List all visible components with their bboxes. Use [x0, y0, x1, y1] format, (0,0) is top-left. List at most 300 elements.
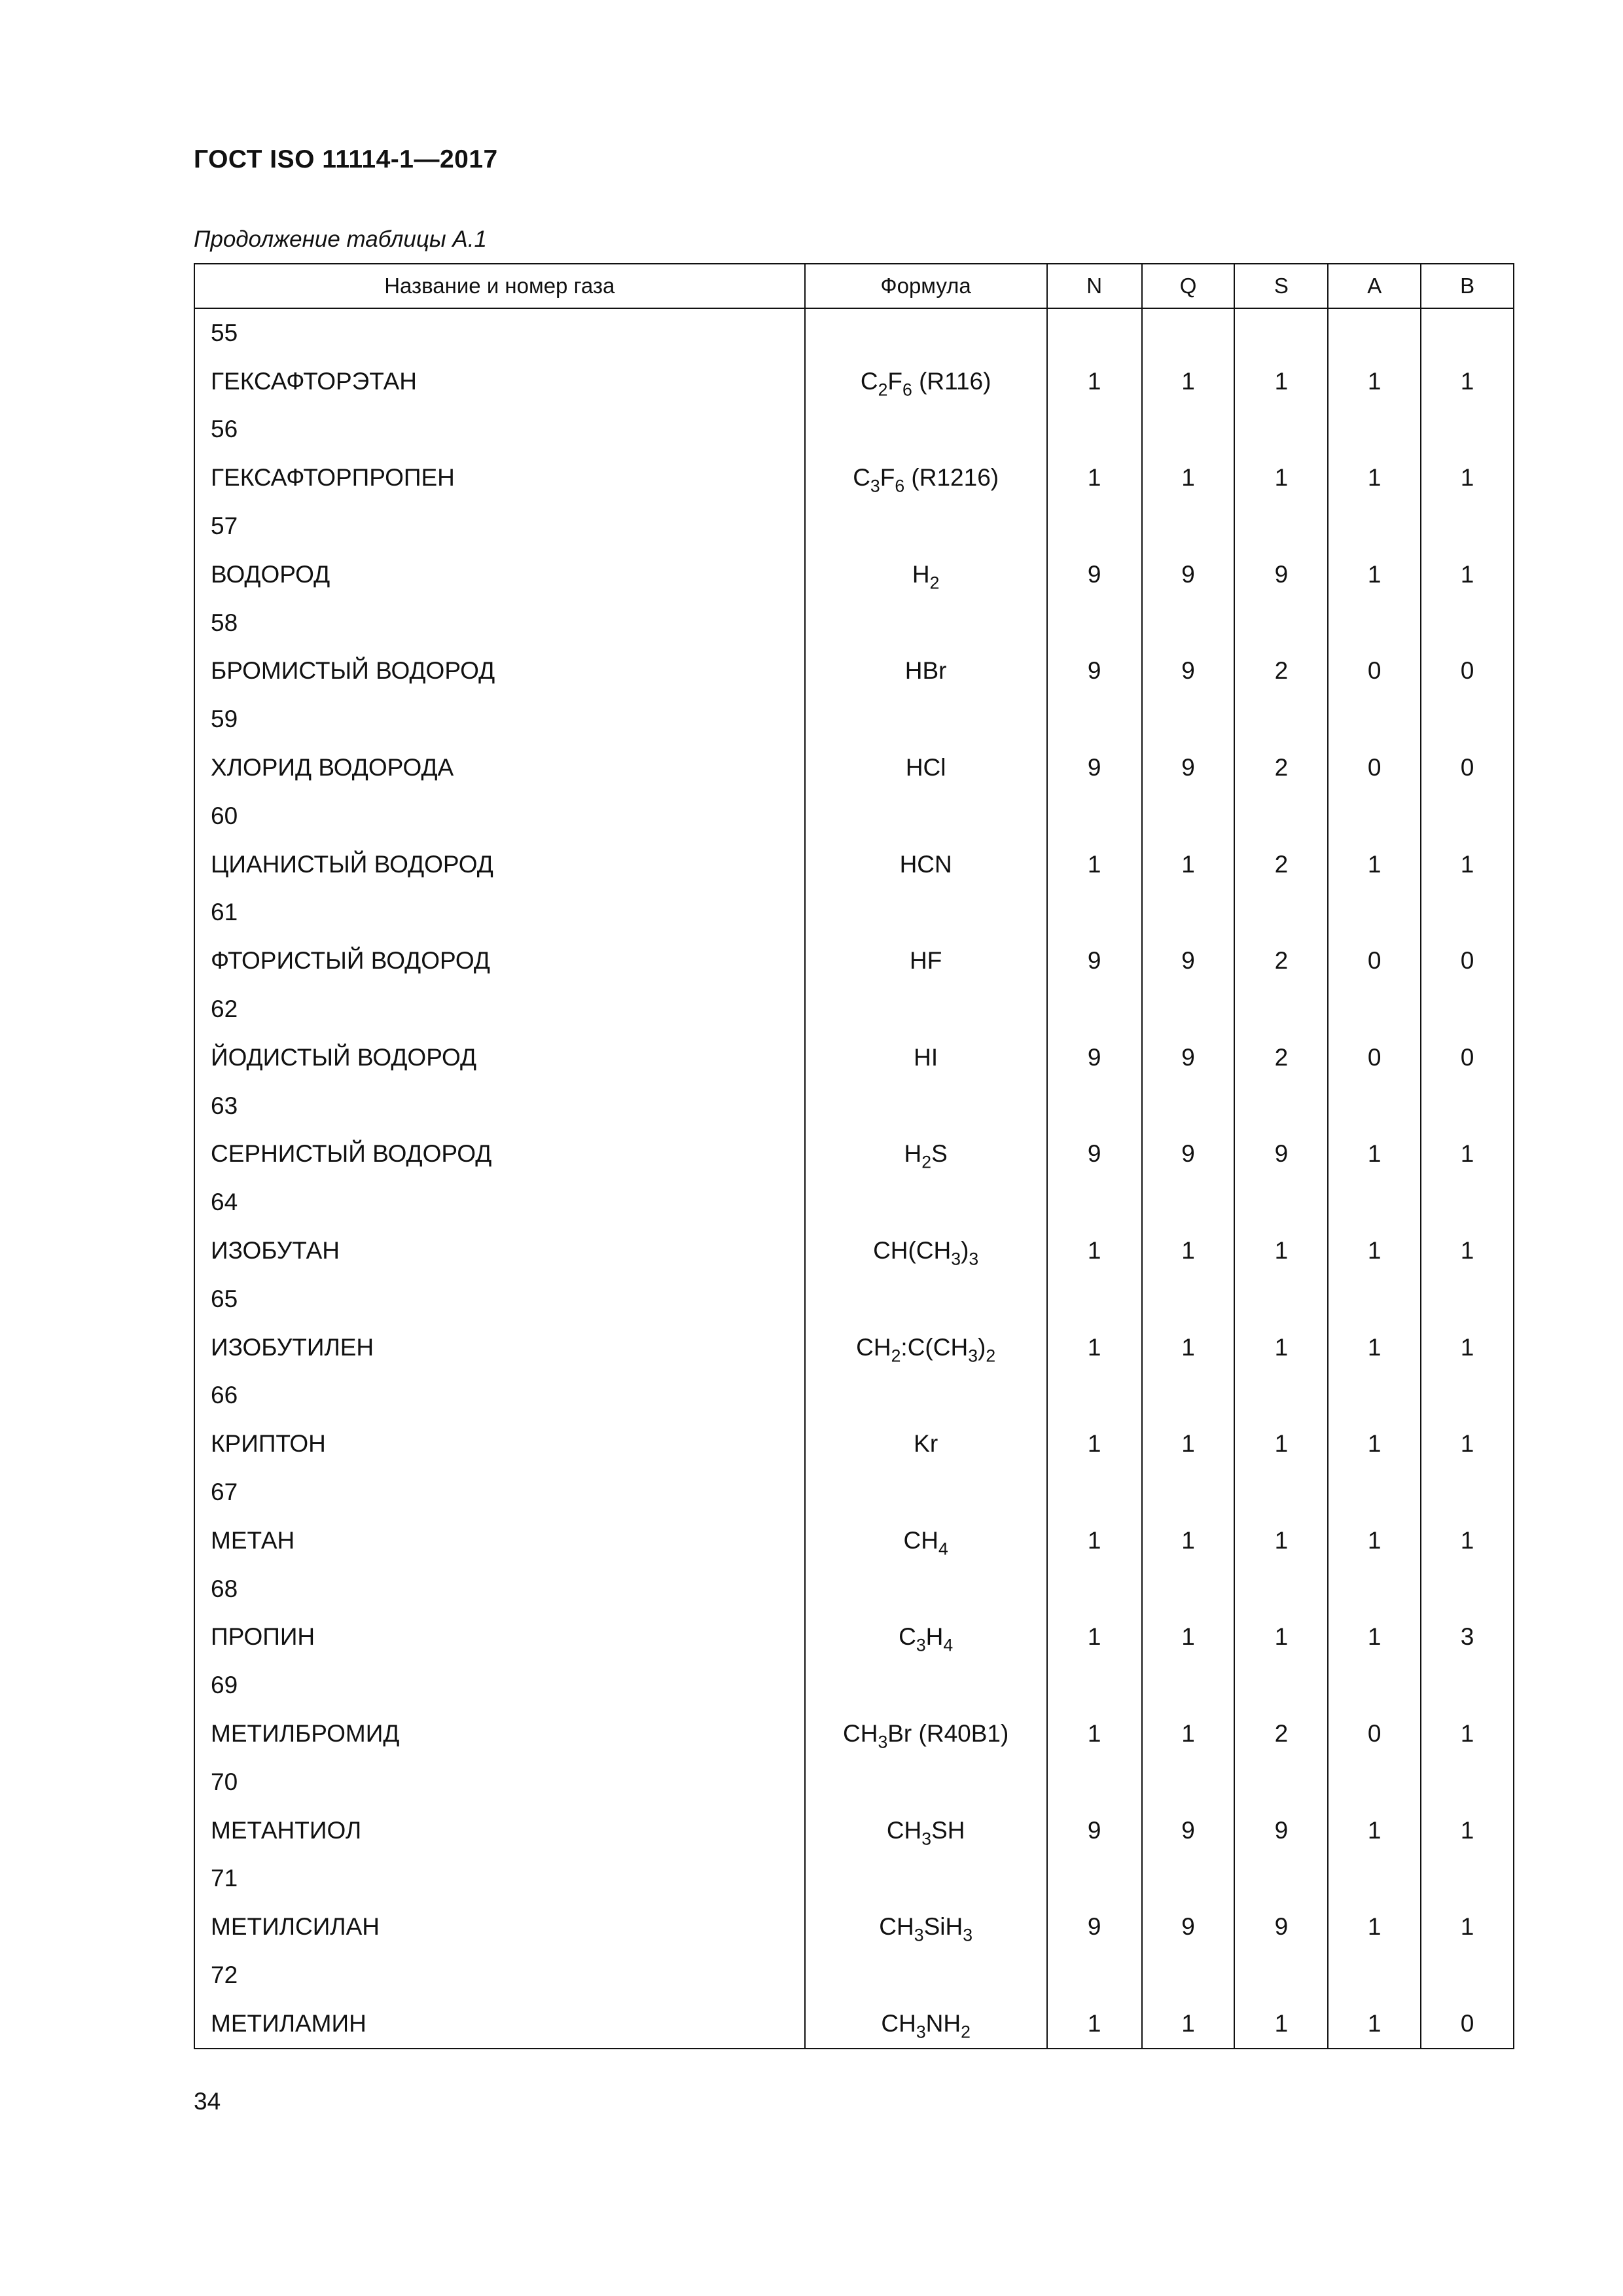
empty-cell: [805, 1565, 1047, 1613]
empty-cell: [805, 792, 1047, 840]
value-s: 9: [1234, 1130, 1328, 1179]
gas-number: 72: [194, 1951, 805, 2000]
empty-cell: [1421, 1565, 1514, 1613]
formula-subscript: 2: [929, 573, 940, 593]
value-n: 9: [1047, 647, 1142, 696]
empty-cell: [1234, 792, 1328, 840]
value-s: 2: [1234, 1033, 1328, 1082]
empty-cell: [805, 889, 1047, 937]
value-s: 2: [1234, 937, 1328, 985]
value-a: 1: [1328, 1516, 1421, 1565]
gas-formula: [805, 1710, 1047, 1758]
gas-row: [194, 1420, 1514, 1468]
formula-text: CH: [903, 1526, 938, 1554]
empty-cell: [1234, 502, 1328, 550]
empty-cell: [1142, 1468, 1235, 1516]
gas-formula: [805, 744, 1047, 792]
gas-number-row: [194, 985, 1514, 1033]
value-b: 0: [1421, 647, 1514, 696]
value-n: 1: [1047, 2000, 1142, 2049]
value-a: 1: [1328, 357, 1421, 406]
empty-cell: [1047, 1661, 1142, 1710]
formula-text: Kr: [914, 1430, 938, 1458]
value-a: 0: [1328, 647, 1421, 696]
empty-cell: [1142, 792, 1235, 840]
empty-cell: [1421, 1372, 1514, 1420]
formula-subscript: 3: [963, 1925, 972, 1945]
value-n: 9: [1047, 1806, 1142, 1855]
formula-text: CH: [842, 1720, 878, 1747]
gas-number: 60: [194, 792, 805, 840]
empty-cell: [1047, 1565, 1142, 1613]
gas-number: 71: [194, 1855, 805, 1903]
formula-subscript: 3: [951, 1249, 961, 1269]
value-n: 1: [1047, 1516, 1142, 1565]
formula-text: ): [961, 1237, 969, 1265]
empty-cell: [1047, 1468, 1142, 1516]
gas-number: 64: [194, 1178, 805, 1227]
formula-subscript: 3: [969, 1249, 979, 1269]
value-a: 1: [1328, 1806, 1421, 1855]
gas-number-row: [194, 1372, 1514, 1420]
table-body: [194, 308, 1514, 2049]
empty-cell: [805, 1661, 1047, 1710]
value-a: 0: [1328, 1710, 1421, 1758]
value-q: 1: [1142, 1516, 1235, 1565]
empty-cell: [1421, 1661, 1514, 1710]
value-a: 0: [1328, 937, 1421, 985]
empty-cell: [1047, 1372, 1142, 1420]
empty-cell: [1234, 889, 1328, 937]
value-n: 1: [1047, 1420, 1142, 1468]
empty-cell: [1421, 1468, 1514, 1516]
gas-row: [194, 1806, 1514, 1855]
empty-cell: [1328, 889, 1421, 937]
formula-text: HCl: [905, 754, 946, 781]
value-n: 9: [1047, 1130, 1142, 1179]
empty-cell: [1328, 1178, 1421, 1227]
gas-formula: [805, 1227, 1047, 1275]
gas-row: [194, 1227, 1514, 1275]
value-q: 9: [1142, 550, 1235, 599]
gas-name: ЦИАНИСТЫЙ ВОДОРОД: [194, 840, 805, 889]
formula-subscript: 6: [895, 476, 905, 496]
value-q: 1: [1142, 840, 1235, 889]
gas-name: ВОДОРОД: [194, 550, 805, 599]
value-a: 1: [1328, 1613, 1421, 1662]
gas-formula: [805, 1613, 1047, 1662]
formula-text: C: [853, 464, 870, 492]
gas-number: 55: [194, 308, 805, 357]
empty-cell: [1421, 406, 1514, 454]
formula-text: NH: [925, 2009, 961, 2037]
gas-name: ГЕКСАФТОРПРОПЕН: [194, 454, 805, 502]
gas-formula: [805, 454, 1047, 502]
gas-name: МЕТИЛБРОМИД: [194, 1710, 805, 1758]
value-a: 1: [1328, 550, 1421, 599]
empty-cell: [1142, 1565, 1235, 1613]
header-b: B: [1421, 264, 1514, 308]
gas-name: КРИПТОН: [194, 1420, 805, 1468]
gas-row: [194, 1613, 1514, 1662]
empty-cell: [1047, 792, 1142, 840]
formula-text: CH: [886, 1816, 922, 1844]
value-s: 2: [1234, 840, 1328, 889]
gas-row: [194, 1516, 1514, 1565]
formula-subscript: 6: [902, 380, 912, 399]
gas-name: ИЗОБУТИЛЕН: [194, 1323, 805, 1372]
gas-number-row: [194, 1275, 1514, 1323]
formula-text: :C(CH: [901, 1333, 969, 1361]
value-b: 0: [1421, 1033, 1514, 1082]
empty-cell: [1047, 1855, 1142, 1903]
value-n: 1: [1047, 1323, 1142, 1372]
empty-cell: [805, 1758, 1047, 1806]
empty-cell: [1142, 1951, 1235, 2000]
empty-cell: [1328, 1951, 1421, 2000]
value-s: 2: [1234, 744, 1328, 792]
empty-cell: [1047, 308, 1142, 357]
empty-cell: [1142, 599, 1235, 647]
empty-cell: [1421, 985, 1514, 1033]
gas-number: 57: [194, 502, 805, 550]
gas-row: [194, 840, 1514, 889]
empty-cell: [1328, 502, 1421, 550]
value-s: 1: [1234, 1613, 1328, 1662]
empty-cell: [1421, 1178, 1514, 1227]
empty-cell: [1047, 985, 1142, 1033]
empty-cell: [805, 1372, 1047, 1420]
gas-number: 56: [194, 406, 805, 454]
value-s: 2: [1234, 1710, 1328, 1758]
value-b: 1: [1421, 1516, 1514, 1565]
gas-name: ИЗОБУТАН: [194, 1227, 805, 1275]
gas-number: 66: [194, 1372, 805, 1420]
gas-number-row: [194, 889, 1514, 937]
empty-cell: [1047, 695, 1142, 744]
value-b: 0: [1421, 2000, 1514, 2049]
empty-cell: [1328, 985, 1421, 1033]
gas-formula: [805, 357, 1047, 406]
value-s: 1: [1234, 1420, 1328, 1468]
empty-cell: [1328, 792, 1421, 840]
gas-row: [194, 1130, 1514, 1179]
value-n: 9: [1047, 1903, 1142, 1951]
empty-cell: [1142, 889, 1235, 937]
empty-cell: [1421, 792, 1514, 840]
empty-cell: [805, 1468, 1047, 1516]
empty-cell: [1047, 599, 1142, 647]
value-q: 9: [1142, 1903, 1235, 1951]
empty-cell: [805, 1082, 1047, 1130]
formula-subscript: 3: [916, 2022, 926, 2042]
gas-name: БРОМИСТЫЙ ВОДОРОД: [194, 647, 805, 696]
gas-number-row: [194, 1855, 1514, 1903]
table-caption: Продолжение таблицы А.1: [194, 226, 487, 252]
value-q: 1: [1142, 357, 1235, 406]
gas-number-row: [194, 599, 1514, 647]
gas-number: 65: [194, 1275, 805, 1323]
gas-number: 59: [194, 695, 805, 744]
value-b: 1: [1421, 1903, 1514, 1951]
empty-cell: [1234, 985, 1328, 1033]
gas-formula: [805, 1516, 1047, 1565]
empty-cell: [1234, 1275, 1328, 1323]
empty-cell: [1234, 406, 1328, 454]
gas-number-row: [194, 502, 1514, 550]
value-q: 9: [1142, 1806, 1235, 1855]
document-header: ГОСТ ISO 11114-1—2017: [194, 145, 498, 173]
value-q: 9: [1142, 647, 1235, 696]
empty-cell: [1421, 1758, 1514, 1806]
formula-text: CH: [879, 1913, 914, 1941]
formula-subscript: 3: [916, 1635, 926, 1655]
empty-cell: [805, 1275, 1047, 1323]
formula-subscript: 2: [986, 1345, 996, 1365]
formula-text: C: [860, 367, 878, 395]
empty-cell: [1047, 1178, 1142, 1227]
value-q: 1: [1142, 2000, 1235, 2049]
empty-cell: [805, 406, 1047, 454]
empty-cell: [1142, 1372, 1235, 1420]
value-a: 1: [1328, 454, 1421, 502]
empty-cell: [1142, 695, 1235, 744]
value-b: 1: [1421, 1227, 1514, 1275]
empty-cell: [1234, 695, 1328, 744]
empty-cell: [1328, 1275, 1421, 1323]
empty-cell: [1421, 1082, 1514, 1130]
formula-text: HF: [909, 947, 942, 975]
formula-subscript: 3: [921, 1828, 932, 1848]
empty-cell: [1328, 406, 1421, 454]
formula-text: CH: [856, 1333, 891, 1361]
value-b: 3: [1421, 1613, 1514, 1662]
value-a: 1: [1328, 1227, 1421, 1275]
value-n: 1: [1047, 1227, 1142, 1275]
value-b: 0: [1421, 937, 1514, 985]
value-n: 1: [1047, 357, 1142, 406]
empty-cell: [1421, 308, 1514, 357]
gas-number-row: [194, 1468, 1514, 1516]
gas-number-row: [194, 1951, 1514, 2000]
empty-cell: [805, 502, 1047, 550]
empty-cell: [1328, 1661, 1421, 1710]
empty-cell: [1234, 308, 1328, 357]
value-a: 0: [1328, 744, 1421, 792]
value-b: 1: [1421, 1420, 1514, 1468]
formula-subscript: 3: [870, 476, 880, 496]
value-q: 9: [1142, 744, 1235, 792]
formula-text: C: [899, 1623, 916, 1651]
value-s: 2: [1234, 647, 1328, 696]
empty-cell: [1328, 599, 1421, 647]
value-a: 1: [1328, 1130, 1421, 1179]
value-q: 1: [1142, 454, 1235, 502]
empty-cell: [1047, 502, 1142, 550]
empty-cell: [1421, 1951, 1514, 2000]
value-a: 1: [1328, 1420, 1421, 1468]
empty-cell: [1142, 308, 1235, 357]
gas-number: 62: [194, 985, 805, 1033]
gas-number: 63: [194, 1082, 805, 1130]
gas-row: [194, 1033, 1514, 1082]
formula-text: HBr: [904, 657, 947, 685]
table-header-row: [194, 264, 1514, 308]
gas-name: ФТОРИСТЫЙ ВОДОРОД: [194, 937, 805, 985]
header-n: N: [1047, 264, 1142, 308]
value-b: 1: [1421, 550, 1514, 599]
gas-formula: [805, 1420, 1047, 1468]
gas-number: 70: [194, 1758, 805, 1806]
gas-name: МЕТИЛАМИН: [194, 2000, 805, 2049]
empty-cell: [1421, 1275, 1514, 1323]
value-q: 1: [1142, 1227, 1235, 1275]
empty-cell: [1047, 406, 1142, 454]
value-b: 1: [1421, 1710, 1514, 1758]
gas-number-row: [194, 1758, 1514, 1806]
formula-text: CH: [881, 2009, 916, 2037]
formula-text: ): [978, 1333, 986, 1361]
value-q: 9: [1142, 1130, 1235, 1179]
empty-cell: [1047, 889, 1142, 937]
header-a: A: [1328, 264, 1421, 308]
gas-formula: [805, 937, 1047, 985]
empty-cell: [805, 985, 1047, 1033]
formula-text: SiH: [923, 1913, 963, 1941]
value-q: 1: [1142, 1613, 1235, 1662]
empty-cell: [1421, 1855, 1514, 1903]
value-q: 1: [1142, 1420, 1235, 1468]
gas-number-row: [194, 406, 1514, 454]
formula-subscript: 3: [968, 1345, 978, 1365]
empty-cell: [1328, 1372, 1421, 1420]
value-a: 1: [1328, 1903, 1421, 1951]
empty-cell: [1234, 1661, 1328, 1710]
gas-row: [194, 937, 1514, 985]
gas-formula: [805, 1130, 1047, 1179]
empty-cell: [805, 695, 1047, 744]
empty-cell: [1142, 985, 1235, 1033]
formula-text: H: [925, 1623, 944, 1651]
gas-row: [194, 550, 1514, 599]
formula-subscript: 4: [943, 1635, 954, 1655]
value-n: 9: [1047, 937, 1142, 985]
empty-cell: [1234, 1758, 1328, 1806]
gas-row: [194, 647, 1514, 696]
empty-cell: [1328, 1468, 1421, 1516]
formula-text: HI: [914, 1043, 938, 1071]
value-n: 9: [1047, 550, 1142, 599]
value-s: 9: [1234, 1903, 1328, 1951]
empty-cell: [1142, 1758, 1235, 1806]
header-formula: Формула: [805, 264, 1047, 308]
empty-cell: [1047, 1951, 1142, 2000]
value-q: 9: [1142, 937, 1235, 985]
formula-subscript: 2: [891, 1345, 901, 1365]
value-n: 9: [1047, 1033, 1142, 1082]
empty-cell: [1142, 1082, 1235, 1130]
empty-cell: [1421, 889, 1514, 937]
value-n: 1: [1047, 1710, 1142, 1758]
gas-number-row: [194, 308, 1514, 357]
gas-formula: [805, 1033, 1047, 1082]
gas-formula: [805, 1323, 1047, 1372]
gas-name: МЕТАН: [194, 1516, 805, 1565]
empty-cell: [1234, 1178, 1328, 1227]
gas-number-row: [194, 1082, 1514, 1130]
empty-cell: [1328, 308, 1421, 357]
gas-name: СЕРНИСТЫЙ ВОДОРОД: [194, 1130, 805, 1179]
header-gas-name: Название и номер газа: [194, 264, 805, 308]
formula-text: (R1216): [904, 464, 999, 492]
gas-name: ПРОПИН: [194, 1613, 805, 1662]
empty-cell: [1142, 502, 1235, 550]
value-s: 1: [1234, 2000, 1328, 2049]
gas-row: [194, 454, 1514, 502]
formula-subscript: 3: [878, 1732, 888, 1752]
empty-cell: [1328, 1082, 1421, 1130]
value-s: 9: [1234, 550, 1328, 599]
formula-text: CH(CH: [873, 1237, 952, 1265]
gas-number: 61: [194, 889, 805, 937]
value-s: 9: [1234, 1806, 1328, 1855]
value-b: 1: [1421, 1806, 1514, 1855]
gas-properties-table: [194, 263, 1514, 2049]
empty-cell: [1047, 1758, 1142, 1806]
value-s: 1: [1234, 454, 1328, 502]
empty-cell: [1234, 1082, 1328, 1130]
gas-row: [194, 357, 1514, 406]
gas-formula: [805, 647, 1047, 696]
value-q: 9: [1142, 1033, 1235, 1082]
empty-cell: [1142, 1855, 1235, 1903]
value-n: 1: [1047, 840, 1142, 889]
formula-text: F: [880, 464, 895, 492]
empty-cell: [1047, 1082, 1142, 1130]
formula-text: (R116): [912, 367, 991, 395]
value-n: 1: [1047, 1613, 1142, 1662]
value-b: 1: [1421, 357, 1514, 406]
gas-formula: [805, 1806, 1047, 1855]
gas-number-row: [194, 1565, 1514, 1613]
gas-row: [194, 744, 1514, 792]
gas-row: [194, 2000, 1514, 2049]
empty-cell: [1328, 695, 1421, 744]
gas-formula: [805, 840, 1047, 889]
formula-text: Br (R40B1): [887, 1720, 1009, 1747]
value-b: 0: [1421, 744, 1514, 792]
value-a: 0: [1328, 1033, 1421, 1082]
empty-cell: [1142, 1178, 1235, 1227]
value-a: 1: [1328, 1323, 1421, 1372]
gas-number: 67: [194, 1468, 805, 1516]
gas-name: МЕТАНТИОЛ: [194, 1806, 805, 1855]
gas-number-row: [194, 1178, 1514, 1227]
formula-text: HCN: [899, 850, 952, 878]
page-number: 34: [194, 2088, 221, 2115]
empty-cell: [805, 1951, 1047, 2000]
empty-cell: [1234, 1855, 1328, 1903]
formula-text: SH: [931, 1816, 965, 1844]
formula-text: H: [904, 1140, 922, 1168]
empty-cell: [805, 308, 1047, 357]
gas-number: 69: [194, 1661, 805, 1710]
gas-number: 68: [194, 1565, 805, 1613]
empty-cell: [1328, 1855, 1421, 1903]
gas-formula: [805, 550, 1047, 599]
header-s: S: [1234, 264, 1328, 308]
gas-name: ХЛОРИД ВОДОРОДА: [194, 744, 805, 792]
